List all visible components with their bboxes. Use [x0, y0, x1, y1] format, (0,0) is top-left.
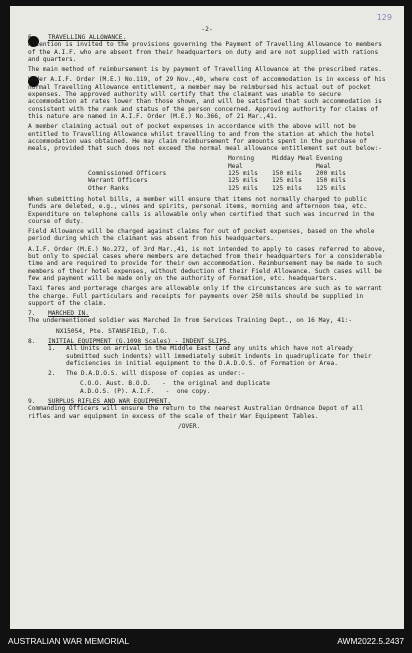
table-row [88, 170, 388, 177]
page-number: -2- [201, 26, 213, 33]
table-cell: 125 mils [228, 184, 258, 192]
item-number: 2. [48, 370, 56, 378]
table-header: Midday Meal [272, 155, 313, 163]
table-cell: 150 mils [316, 177, 346, 185]
paragraph: Under A.I.F. Order (M.E.) No.119, of 29 Nov.,40, where cost of accommodation is in excess of his normal Travelling Allowance entitlement, a member may be reimbursed his actual out of pocket expenses. The approved authority will certify that the claimant was unable to secure accommodation at rates lower than those shown, and will be satisfied that such accommodation is consistent with the rank and status of the person concerned. Approving authority for claims of this nature are named in A.I.F. Order (M.E.) No.366, of 21 Mar.,41. [28, 76, 390, 120]
item-text: All Units on arrival in the Middle East (and any units which have not already submitted such indents) will immediately submit indents in quadruplicate for their deficiencies in initial equipment to the D.A.D.O.S. of Formation or Area. [66, 345, 376, 367]
row-label: Other Ranks [88, 184, 129, 192]
distribution-line: A.D.O.S. (P). A.I.F. - one copy. [80, 387, 211, 395]
table-cell: 125 mils [228, 177, 258, 185]
list-item [48, 345, 388, 370]
section-heading: SURPLUS RIFLES AND WAR EQUIPMENT. [48, 398, 171, 406]
paragraph: A member claiming actual out of pocket expenses in accordance with the above will not be entitled to Travelling Allowance whilst travelling to and from the station at which the hotel accommodation was obtained. He may claim reimbursement for amounts spent in the purchase of meals, provided that such does not exceed the normal meal allowance entitlement set out below:- [28, 123, 382, 153]
table-header: Evening Meal [316, 155, 343, 170]
paragraph: When submitting hotel bills, a member will ensure that items not normally charged to public funds are deleted, e.g., wines and spirits, personal items, morning and afternoon tea, etc. Expenditure on telephone calls is allowable only when certified that such was incurred in the course of duty. [28, 195, 379, 225]
table-header-row [88, 155, 388, 170]
section-6-heading [28, 34, 388, 41]
list-item [48, 370, 388, 380]
row-label: Warrant Officers [88, 177, 148, 185]
footer-reference: AWM2022.5.2437 [337, 636, 404, 646]
table-cell: 125 mils [272, 184, 302, 192]
paragraph: Attention is invited to the provisions governing the Payment of Travelling Allowance to members of the A.I.F. who are absent from their headquarters on duty and are not supplied with rations and quarters. [28, 41, 386, 63]
soldier-entry: NX15054, Pte. STANSFIELD, T.G. [56, 327, 168, 335]
table-cell: 125 mils [228, 170, 258, 178]
section-number: 8. [28, 337, 36, 345]
section-number: 6. [28, 34, 36, 41]
item-text: The D.A.D.O.S. will dispose of copies as under:- [66, 370, 245, 378]
paragraph: A.I.F. Order (M.E.) No.272, of 3rd Mar.,41, is not intended to apply to cases referred to above, but only to special cases where members are detached from their headquarters for a considerable time and are required to provide for their own accommodation. Reimbursement may be made to such members of their hotel expenses, without deduction of their Field Allowance. Such cases will be few and payment will be made only on the authority of Formation, etc. headquarters. [28, 245, 390, 282]
section-heading: INITIAL EQUIPMENT (G.1098 Scales) - INDENT SLIPS. [48, 337, 231, 345]
item-number: 1. [48, 345, 56, 353]
paragraph: The undermentioned soldier was Marched In from Services Training Dept., on 16 May, 41:- [28, 317, 353, 325]
table-header: Morning Meal [228, 155, 255, 170]
section-number: 9. [28, 398, 36, 406]
paragraph: The main method of reimbursement is by payment of Travelling Allowance at the prescribed rates. [28, 66, 382, 74]
table-row [88, 185, 388, 192]
section-8-heading [28, 338, 388, 345]
distribution-line: C.O.O. Aust. B.O.D. - the original and duplicate [80, 380, 270, 388]
section-number: 7. [28, 310, 36, 318]
over-marker: /OVER. [178, 422, 201, 430]
document-body [28, 34, 388, 433]
section-heading: MARCHED IN. [48, 310, 89, 318]
document-page [10, 6, 404, 629]
paragraph: Field Allowance will be charged against claims for out of pocket expenses, based on the whole period during which the claimant was absent from his headquarters. [28, 228, 379, 243]
section-heading: TRAVELLING ALLOWANCE. [48, 34, 127, 41]
archive-footer [0, 633, 412, 649]
table-row [88, 177, 388, 184]
paragraph: Commanding Officers will ensure the return to the nearest Australian Ordnance Depot of all rifles and war equipment in excess of the scale of their War Equipment Tables. [28, 405, 368, 420]
section-9-heading [28, 398, 388, 405]
footer-institution: AUSTRALIAN WAR MEMORIAL [8, 636, 130, 646]
row-label: Commissioned Officers [88, 170, 167, 178]
table-cell: 150 mils [272, 170, 302, 178]
paragraph: Taxi fares and porterage charges are allowable only if the circumstances are such as to warrant the charge. Full particulars and receipts for payments over 250 mils should be supplied in support of the claim. [28, 285, 386, 307]
table-cell: 125 mils [272, 177, 302, 185]
table-cell: 200 mils [316, 170, 346, 178]
meal-allowance-table [88, 155, 388, 191]
table-cell: 125 mils [316, 184, 346, 192]
folio-number: 129 [376, 13, 392, 22]
section-7-heading [28, 310, 388, 317]
